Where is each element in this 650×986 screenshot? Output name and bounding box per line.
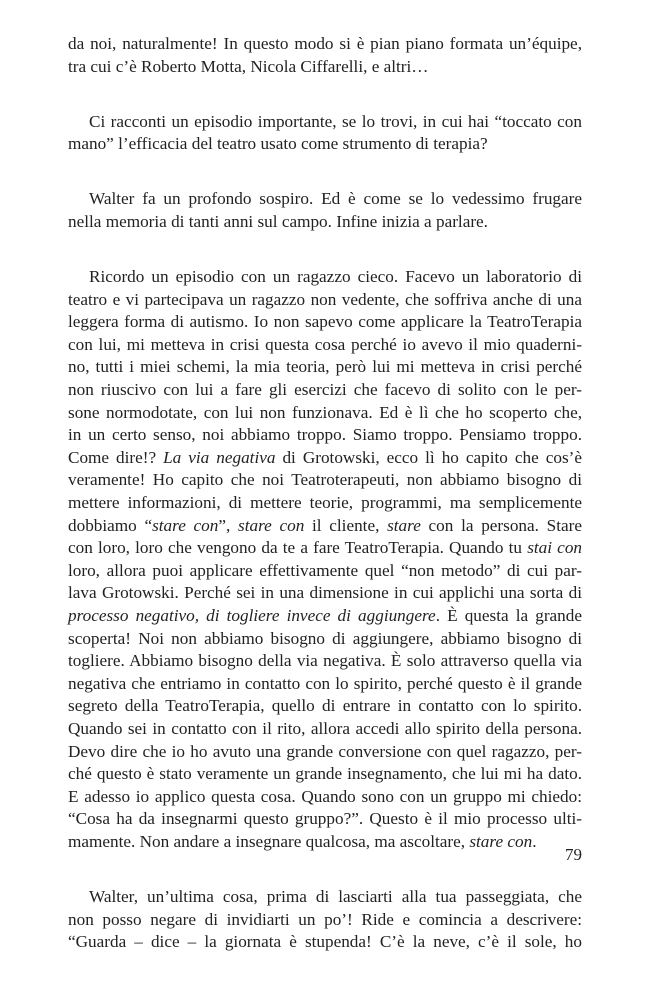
text-line xyxy=(68,650,582,673)
text-segment: mano” l’efficacia del teatro usato come strumento di terapia? xyxy=(68,134,488,154)
paragraph xyxy=(68,266,582,853)
text-segment: negativa che entriamo in contatto con lo spirito, perché questo è il grande xyxy=(68,673,582,693)
italic-text: stare con xyxy=(152,515,219,535)
text-segment: teatro e vi partecipava un ragazzo non vedente, che soffriva anche di una xyxy=(68,289,582,309)
text-segment: tra cui c’è Roberto Motta, Nicola Ciffarelli, e altri… xyxy=(68,56,429,76)
text-line xyxy=(68,356,582,379)
text-segment: dobbiamo “ xyxy=(68,515,153,535)
text-line xyxy=(68,469,582,492)
text-line xyxy=(68,56,582,79)
text-segment: . È questa la grande xyxy=(435,605,582,625)
paragraph xyxy=(68,111,582,156)
text-line xyxy=(68,695,582,718)
text-segment: Ricordo un episodio con un ragazzo cieco. Facevo un laboratorio di xyxy=(89,267,582,287)
text-line xyxy=(68,763,582,786)
text-segment: mettere informazioni, di mettere teorie, programmi, ma semplicemente xyxy=(68,493,582,512)
text-segment: no, tutti i miei schemi, la mia teoria, però lui mi metteva in crisi perché xyxy=(68,357,582,377)
text-line xyxy=(68,188,582,211)
text-segment: ”, xyxy=(218,515,239,535)
text-segment: togliere. Abbiamo bisogno della via negativa. È solo attraverso quella via xyxy=(68,651,582,671)
book-page xyxy=(68,33,582,986)
text-line xyxy=(68,402,582,425)
text-line xyxy=(68,447,582,470)
text-line xyxy=(68,111,582,134)
text-segment: Come dire!? xyxy=(68,447,164,467)
text-segment: Devo dire che io ho avuto una grande conversione con quel ragazzo, per- xyxy=(68,741,582,761)
text-line xyxy=(68,133,582,156)
text-segment: in un certo senso, noi abbiamo troppo. Siamo troppo. Pensiamo troppo. xyxy=(68,425,582,445)
text-line xyxy=(68,673,582,696)
text-line xyxy=(68,628,582,651)
text-segment: loro, allora puoi applicare effettivamente quel “non metodo” di cui par- xyxy=(68,560,582,580)
text-segment: scoperta! Noi non abbiamo bisogno di aggiungere, abbiamo bisogno di xyxy=(68,628,582,648)
text-line xyxy=(68,582,582,605)
text-segment: il cliente, xyxy=(304,515,388,535)
italic-text: La via negativa xyxy=(163,447,276,467)
text-segment: veramente! Ho capito che noi Teatroterapeuti, non abbiamo bisogno di xyxy=(68,470,582,490)
text-segment: non riuscivo con lui a fare gli esercizi che facevo di solito con le per- xyxy=(68,380,582,400)
text-segment: da noi, naturalmente! In questo modo si è pian piano formata un’équipe, xyxy=(68,34,582,53)
text-segment: con lui, mi metteva in crisi questa cosa perché io avevo il mio quaderni- xyxy=(68,334,582,354)
text-line xyxy=(68,492,582,515)
italic-text: stare con xyxy=(469,831,533,851)
text-line xyxy=(68,560,582,583)
text-line xyxy=(68,886,582,909)
text-segment: “Guarda – dice – la giornata è stupenda! C’è la neve, c’è il sole, ho xyxy=(68,932,582,952)
text-segment: leggera forma di autismo. Io non sapevo come applicare la TeatroTerapia xyxy=(68,312,582,332)
text-segment: E adesso io applico questa cosa. Quando sono con un gruppo mi chiedo: xyxy=(68,786,582,806)
text-line xyxy=(68,808,582,831)
paragraph xyxy=(68,33,582,78)
text-segment: Walter fa un profondo sospiro. Ed è come se lo vedessimo frugare xyxy=(89,189,582,209)
text-line xyxy=(68,931,582,954)
text-segment: con loro, loro che vengono da te a fare TeatroTerapia. Quando tu xyxy=(68,538,528,558)
italic-text: stare con xyxy=(238,515,305,535)
text-segment: “Cosa ha da insegnarmi questo gruppo?”. Questo è il mio processo ulti- xyxy=(68,809,582,829)
text-segment: mamente. Non andare a insegnare qualcosa, ma ascoltare, xyxy=(68,831,470,851)
text-line xyxy=(68,33,582,56)
text-line xyxy=(68,741,582,764)
text-segment: segreto della TeatroTerapia, quello di entrare in contatto con lo spirito. xyxy=(68,696,582,716)
text-segment: sone normodotate, con lui non funzionava. Ed è lì che ho scoperto che, xyxy=(68,402,582,422)
italic-text: processo negativo, di togliere invece di aggiungere xyxy=(68,605,436,625)
italic-text: stai con xyxy=(527,538,583,558)
text-segment: . xyxy=(532,831,537,851)
text-line xyxy=(68,831,582,854)
text-line xyxy=(68,718,582,741)
text-line xyxy=(68,289,582,312)
text-line xyxy=(68,605,582,628)
page-number: 79 xyxy=(565,845,582,864)
text-segment: nella memoria di tanti anni sul campo. Infine inizia a parlare. xyxy=(68,211,488,231)
text-line xyxy=(68,537,582,560)
text-line xyxy=(68,334,582,357)
paragraph xyxy=(68,188,582,233)
text-line xyxy=(68,515,582,538)
text-segment: con la persona. Stare xyxy=(420,515,582,535)
text-segment: lava Grotowski. Perché sei in una dimensione in cui applichi una sorta di xyxy=(68,583,582,603)
text-line xyxy=(68,211,582,234)
text-line xyxy=(68,424,582,447)
text-line xyxy=(68,266,582,289)
paragraph xyxy=(68,886,582,954)
text-segment: Ci racconti un episodio importante, se lo trovi, in cui hai “toccato con xyxy=(89,111,582,131)
text-segment: non posso negare di invidiarti un po’! Ride e comincia a descrivere: xyxy=(68,909,582,929)
text-line xyxy=(68,786,582,809)
text-segment: Quando sei in contatto con il rito, allora accedi allo spirito della persona. xyxy=(68,718,582,738)
text-line xyxy=(68,311,582,334)
text-line xyxy=(68,379,582,402)
text-segment: di Grotowski, ecco lì ho capito che cos’è xyxy=(275,447,582,467)
italic-text: stare xyxy=(387,515,421,535)
text-segment: Walter, un’ultima cosa, prima di lasciarti alla tua passeggiata, che xyxy=(89,887,582,906)
text-segment: ché questo è stato veramente un grande insegnamento, che lui mi ha dato. xyxy=(68,764,582,784)
